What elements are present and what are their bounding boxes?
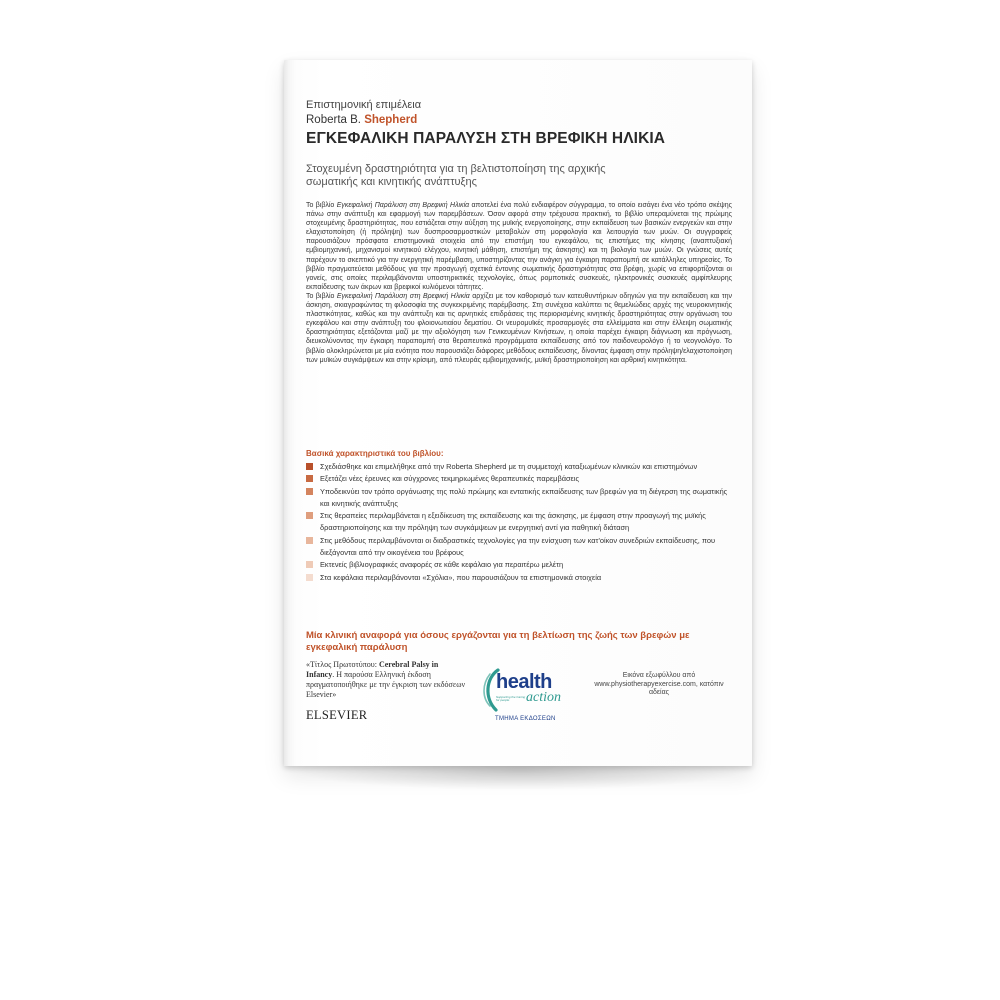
- feature-text: Σχεδιάσθηκε και επιμελήθηκε από την Roberta Shepherd με τη συμμετοχή καταξιωμένων κλινικών και επιστημόνων: [320, 462, 698, 471]
- book-back-cover: [284, 60, 752, 766]
- feature-item: [306, 535, 732, 560]
- bullet-square-icon: [306, 463, 313, 470]
- feature-text: Στις μεθόδους περιλαμβάνονται οι διαδραστικές τεχνολογίες για την ενίσχυση των κατ'οίκον συνεδριών εκπαίδευσης, που διεξάγονται από την οικογένεια του βρέφους: [320, 535, 716, 558]
- health-action-logo: [476, 664, 586, 734]
- feature-item: [306, 473, 732, 485]
- bullet-square-icon: [306, 561, 313, 568]
- logo-subtitle: ΤΜΗΜΑ ΕΚΔΟΣΕΩΝ: [495, 716, 556, 722]
- feature-item: [306, 559, 732, 571]
- features-list: [306, 461, 732, 584]
- bullet-square-icon: [306, 475, 313, 482]
- feature-text: Εκτενείς βιβλιογραφικές αναφορές σε κάθε κεφάλαιο για περαιτέρω μελέτη: [320, 560, 564, 570]
- logo-action-text: action: [526, 690, 561, 705]
- feature-item: [306, 486, 732, 511]
- book-title-italic: Εγκεφαλική Παράλυση στη Βρεφική Ηλικία: [336, 202, 470, 209]
- elsevier-logo: ELSEVIER: [306, 708, 368, 722]
- original-title: Cerebral Palsy in Infancy: [306, 660, 439, 679]
- book-subtitle: Στοχευμένη δραστηριότητα για τη βελτιστοποίηση της αρχικής σωματικής και κινητικής ανάπτυξης: [306, 163, 606, 188]
- cover-image-credit: Εικόνα εξωφύλλου από www.physiotherapyexercise.com, κατόπιν αδείας: [594, 672, 724, 697]
- original-title-note: «Τίτλος Πρωτοτύπου: Cerebral Palsy in Infancy. Η παρούσα Ελληνική έκδοση πραγματοποιήθηκε με την έγκριση των εκδόσεων Elsevier»: [306, 660, 466, 699]
- feature-item: [306, 572, 732, 584]
- feature-text: Υποδεικνύει τον τρόπο οργάνωσης της πολύ πρώιμης και εντατικής εκπαίδευσης των βρεφών για τη διέγερση της σωματικής και κινητικής ανάπτυξης: [320, 486, 728, 508]
- author-surname: Shepherd: [364, 114, 418, 126]
- bullet-square-icon: [306, 574, 313, 581]
- feature-text: Εξετάζει νέες έρευνες και σύγχρονες τεκμηριωμένες θεραπευτικές παρεμβάσεις: [320, 474, 580, 484]
- book-description: [306, 201, 732, 365]
- features-heading: Βασικά χαρακτηριστικά του βιβλίου:: [306, 449, 444, 458]
- book-title-italic: Εγκεφαλική Παράλυση στη Βρεφική Ηλικία: [336, 292, 470, 300]
- feature-item: [306, 461, 732, 473]
- tagline: Μία κλινική αναφορά για όσους εργάζονται για τη βελτίωση της ζωής των βρεφών με εγκεφαλική παράλυση: [306, 630, 690, 653]
- logo-tagline: Supporting the Caring for people: [496, 695, 526, 703]
- author-name: [306, 114, 417, 126]
- bullet-square-icon: [306, 537, 313, 544]
- bullet-square-icon: [306, 488, 313, 495]
- feature-item: [306, 510, 732, 535]
- feature-text: Στα κεφάλαια περιλαμβάνονται «Σχόλια», που παρουσιάζουν τα επιστημονικά στοιχεία: [320, 572, 602, 582]
- description-paragraph-2: Το βιβλίο Εγκεφαλική Παράλυση στη Βρεφική Ηλικία αρχίζει με τον καθορισμό των κατευθυντήριων οδηγιών για την εκπαίδευση και την άσκηση, σκιαγραφώντας τη φιλοσοφία της συγκεκριμένης παρέμβασης. Στη συνέχεια καλύπτει τις θεμελιώδεις αρχές της νευροκινητικής πλαστικότητας, καθώς και την ανάπτυξη και τις αρνητικές επιδράσεις της περιορισμένης κινητικής δραστηριότητας στην οργάνωση του εγκεφάλου και στην ανάπτυξη του φλοιονωτιαίου δεματίου. Οι νευρομυϊκές προσαρμογές στα ελλείμματα και στην έλλειψη σωματικής δραστηριότητας εξετάζονται μαζί με την αξιολόγηση των Γενικευμένων Κινήσεων, η οποία παρέχει έγκαιρη διάγνωση και πρόγνωση, διευκολύνοντας την έγκαιρη παραπομπή στα θεραπευτικά προγράμματα εκπαίδευσης από τον παιδονευρολόγο ή το νεογνολόγο. Το βιβλίο ολοκληρώνεται με μία ενότητα που παρουσιάζει διάφορες μεθόδους εκπαίδευσης, δίνοντας έμφαση στην πρόληψη/ελαχιστοποίηση των μυϊκών συγκάμψεων και στην κρίσιμη, από πλευράς εμβιομηχανικής, μυϊκή δραστηριοποίηση και αρθρική κινητικότητα.: [306, 292, 732, 364]
- book-title: ΕΓΚΕΦΑΛΙΚΗ ΠΑΡΑΛΥΣΗ ΣΤΗ ΒΡΕΦΙΚΗ ΗΛΙΚΙΑ: [306, 130, 666, 147]
- author-first-name: Roberta B.: [306, 114, 361, 126]
- bullet-square-icon: [306, 512, 313, 519]
- description-paragraph-1: Το βιβλίο Εγκεφαλική Παράλυση στη Βρεφική Ηλικία αποτελεί ένα πολύ ενδιαφέρον σύγγραμμα, το οποίο εισάγει ένα νέο τρόπο σκέψης πάνω στην ανάπτυξη και εφαρμογή των παρεμβάσεων. Όσον αφορά στην τρέχουσα πρακτική, το βιβλίο υπεραμύνεται της πρώιμης στοχευμένης δραστηριότητας, που εστιάζεται στην αύξηση της μυϊκής ενεργοποίησης, στην εκπαίδευση των βασικών ενεργειών και στην ελαχιστοποίηση (ή πρόληψη) των δυσπροσαρμοστικών μεταβολών στη μορφολογία και λειτουργία των μυών. Οι συγγραφείς παρουσιάζουν πρόσφατα επιστημονικά στοιχεία από την επιστήμη του εγκεφάλου, τις επιστήμες της κίνησης (αναπτυξιακή εμβιομηχανική, μηχανισμοί κινητικού ελέγχου, κινητική μάθηση, επιστήμη της άσκησης) και τη βιολογία των μυών. Οι γνώσεις αυτές παρέχουν το σκεπτικό για την ενεργητική παρέμβαση, υποστηρίζοντας την ανάγκη για έγκαιρη παραπομπή σε κατάλληλες υπηρεσίες. Το βιβλίο πραγματεύεται μεθόδους για την προαγωγή σχετικά έντονης σωματικής δραστηριότητας στα βρέφη, χωρίς να επιφορτίζονται οι γονείς, στις οποίες περιλαμβάνονται υποστηρικτικές τεχνολογίες, όπως ρομποτικές συσκευές, ηλεκτρονικές συσκευές αμφίπλευρης εκπαίδευσης των άκρων και βρεφικοί κυλιόμενοι τάπητες.: [306, 202, 732, 291]
- editor-label: Επιστημονική επιμέλεια: [306, 99, 422, 111]
- feature-text: Στις θεραπείες περιλαμβάνεται η εξειδίκευση της εκπαίδευσης και της άσκησης, με έμφαση στην προαγωγή της μυϊκής δραστηριοποίησης και την πρόληψη των συγκάμψεων με ενεργητική αντί για παθητική διάταση: [320, 511, 706, 533]
- logo-health-text: health: [496, 671, 552, 693]
